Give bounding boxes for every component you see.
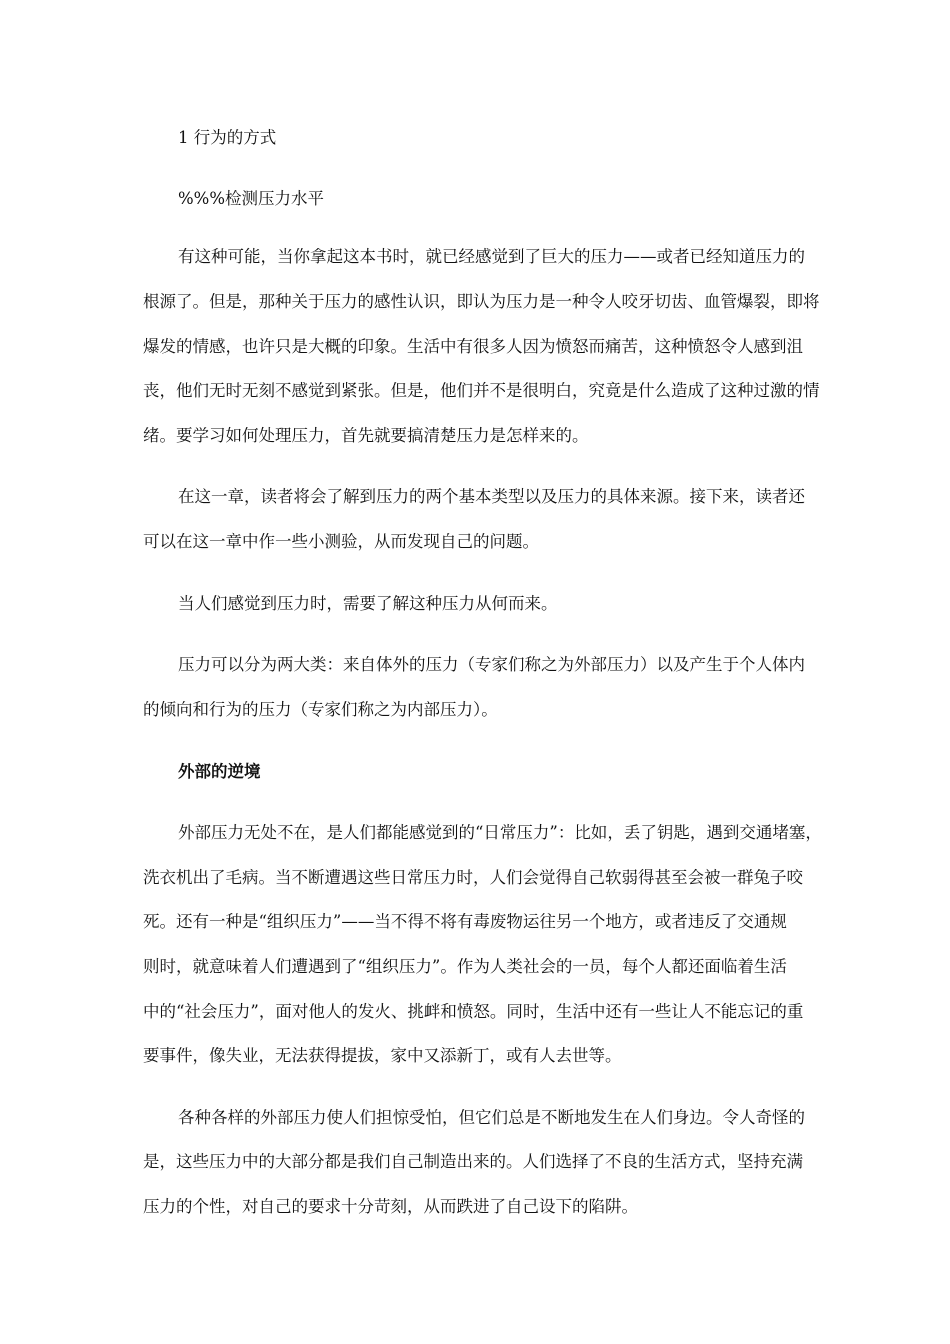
paragraph-line: 中的“社会压力”，面对他人的发火、挑衅和愤怒。同时，生活中还有一些让人不能忘记的重 <box>143 1002 804 1021</box>
paragraph-line: 可以在这一章中作一些小测验，从而发现自己的问题。 <box>143 532 539 551</box>
paragraph-line: 死。还有一种是“组织压力”——当不得不将有毒废物运往另一个地方，或者违反了交通规 <box>143 912 787 931</box>
paragraph-line: 根源了。但是，那种关于压力的感性认识，即认为压力是一种令人咬牙切齿、血管爆裂，即将 <box>143 292 820 311</box>
paragraph-line: 爆发的情感，也许只是大概的印象。生活中有很多人因为愤怒而痛苦，这种愤怒令人感到沮 <box>143 337 803 356</box>
paragraph-line: 压力可以分为两大类：来自体外的压力（专家们称之为外部压力）以及产生于个人体内 <box>178 655 805 674</box>
paragraph-line: 外部压力无处不在，是人们都能感觉到的“日常压力”：比如，丢了钥匙，遇到交通堵塞， <box>178 823 822 842</box>
bold-heading: 外部的逆境 <box>178 762 261 781</box>
paragraph-line: 是，这些压力中的大部分都是我们自己制造出来的。人们选择了不良的生活方式，坚持充满 <box>143 1152 803 1171</box>
paragraph-line: 绪。要学习如何处理压力，首先就要搞清楚压力是怎样来的。 <box>143 426 589 445</box>
paragraph-line: 当人们感觉到压力时，需要了解这种压力从何而来。 <box>178 594 558 613</box>
paragraph-line: 在这一章，读者将会了解到压力的两个基本类型以及压力的具体来源。接下来，读者还 <box>178 487 805 506</box>
paragraph-line: 的倾向和行为的压力（专家们称之为内部压力）。 <box>143 700 498 719</box>
paragraph-line: 丧，他们无时无刻不感觉到紧张。但是，他们并不是很明白，究竟是什么造成了这种过激的情 <box>143 381 820 400</box>
paragraph-line: 有这种可能，当你拿起这本书时，就已经感觉到了巨大的压力——或者已经知道压力的 <box>178 247 805 266</box>
paragraph-line: 各种各样的外部压力使人们担惊受怕，但它们总是不断地发生在人们身边。令人奇怪的 <box>178 1108 805 1127</box>
paragraph-line: 则时，就意味着人们遭遇到了“组织压力”。作为人类社会的一员，每个人都还面临着生活 <box>143 957 787 976</box>
paragraph-line: 压力的个性，对自己的要求十分苛刻，从而跌进了自己设下的陷阱。 <box>143 1197 638 1216</box>
sub-heading: %%%检测压力水平 <box>178 189 325 208</box>
section-heading: 1 行为的方式 <box>178 128 277 147</box>
paragraph-line: 洗衣机出了毛病。当不断遭遇这些日常压力时，人们会觉得自己软弱得甚至会被一群兔子咬 <box>143 868 803 887</box>
paragraph-line: 要事件，像失业，无法获得提拔，家中又添新丁，或有人去世等。 <box>143 1046 622 1065</box>
